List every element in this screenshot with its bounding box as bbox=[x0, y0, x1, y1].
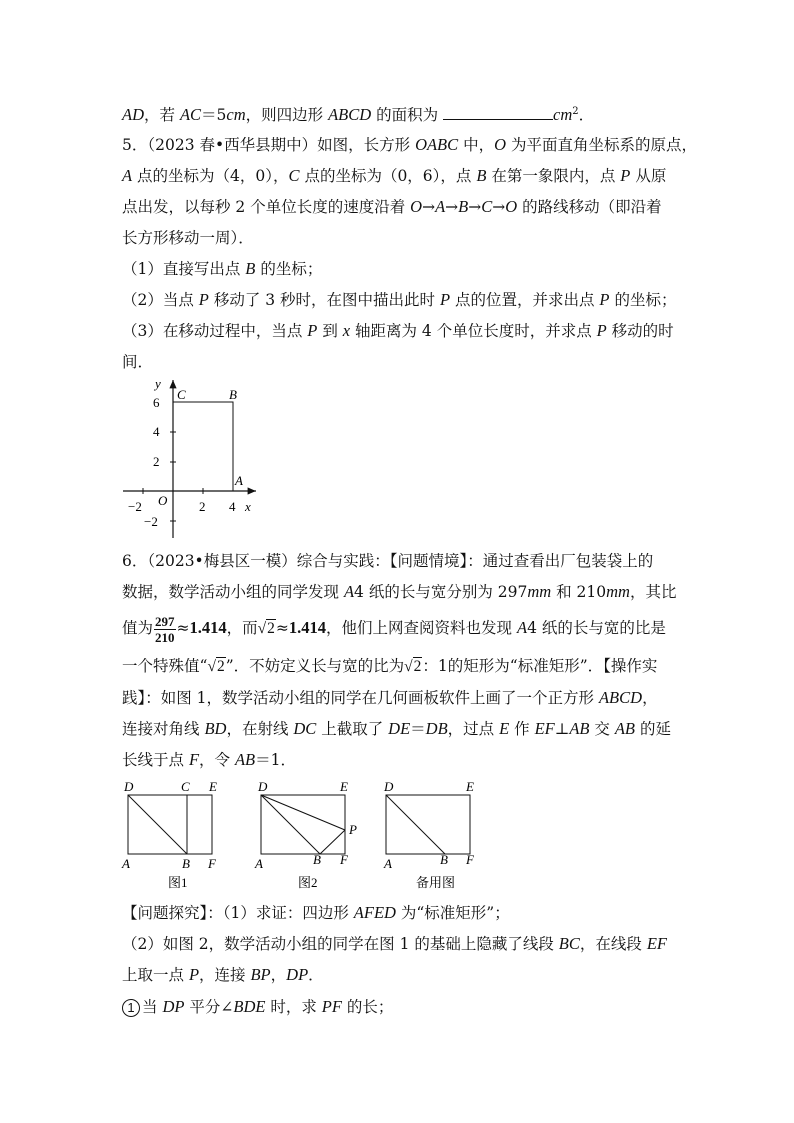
figure-2-caption: 图2 bbox=[298, 875, 318, 890]
svg-text:D: D bbox=[384, 779, 394, 794]
x-tick-minus-2: −2 bbox=[128, 499, 142, 514]
figure-2 bbox=[254, 779, 357, 890]
y-tick-6: 6 bbox=[153, 395, 160, 410]
svg-text:E: E bbox=[209, 779, 217, 794]
sqrt-2: √2 bbox=[257, 620, 275, 637]
svg-text:F: F bbox=[208, 856, 216, 871]
fragment-line-area: AD，若 AC＝5cm，则四边形 ABCD 的面积为 $cm^2$． bbox=[122, 105, 595, 125]
figure-1 bbox=[121, 779, 217, 890]
q5-part-2: （2）当点 P 移动了 3 秒时，在图中描出此时 P 点的位置，并求出点 P 的坐标； bbox=[122, 290, 677, 309]
x-tick-4: 4 bbox=[229, 499, 236, 514]
svg-text:A: A bbox=[122, 856, 130, 871]
svg-text:E: E bbox=[466, 779, 474, 794]
q5-line-8: 间． bbox=[122, 353, 154, 371]
y-tick-minus-2: −2 bbox=[144, 514, 158, 529]
svg-text:D: D bbox=[124, 779, 134, 794]
svg-text:A: A bbox=[384, 856, 392, 871]
y-tick-2: 2 bbox=[153, 454, 160, 469]
label-b: B bbox=[229, 387, 237, 402]
fraction-297-210: $\frac{297}{210}$ bbox=[155, 613, 175, 645]
q5-line-2: A 点的坐标为（4，0），C 点的坐标为（0，6），点 B 在第一象限内，点 P 从原 bbox=[122, 166, 667, 185]
rectangle-oabc bbox=[173, 402, 233, 491]
q6-line-6: 连接对角线 BD，在射线 DC 上截取了 DE＝DB，过点 E 作 EF⊥AB 交 AB 的延 bbox=[122, 719, 671, 738]
svg-text:B: B bbox=[440, 852, 448, 867]
q5-line-3: 点出发，以每秒 2 个单位长度的速度沿着 O→A→B→C→O 的路线移动（即沿着 bbox=[122, 197, 662, 216]
q6-part-1: 【问题探究】：（1）求证：四边形 AFED 为“标准矩形”； bbox=[122, 903, 510, 922]
q6-subpart-1: 1 当 DP 平分∠BDE 时，求 PF 的长； bbox=[122, 997, 393, 1017]
q6-part-2: （2）如图 2，数学活动小组的同学在图 1 的基础上隐藏了线段 BC，在线段 EF bbox=[122, 934, 667, 953]
q6-line-1: 6．（2023•梅县区一模）综合与实践：【问题情境】：通过查看出厂包装袋上的 bbox=[122, 552, 654, 570]
svg-text:B: B bbox=[313, 852, 321, 867]
answer-blank bbox=[443, 105, 553, 120]
label-o: O bbox=[158, 493, 168, 508]
svg-text:F: F bbox=[340, 852, 348, 867]
svg-text:D: D bbox=[258, 779, 268, 794]
y-axis-label: y bbox=[155, 376, 161, 391]
q6-line-5: 践】：如图 1，数学活动小组的同学在几何画板软件上画了一个正方形 ABCD， bbox=[122, 688, 658, 707]
q5-coordinate-figure bbox=[118, 372, 268, 542]
label-c: C bbox=[177, 387, 186, 402]
x-axis-label: x bbox=[245, 499, 251, 514]
svg-text:P: P bbox=[349, 822, 357, 837]
svg-text:C: C bbox=[181, 779, 190, 794]
q5-line-4: 长方形移动一周）． bbox=[122, 229, 254, 247]
q6-line-2: 数据，数学活动小组的同学发现 A4 纸的长与宽分别为 297mm 和 210mm，其比 bbox=[122, 582, 677, 601]
q6-line-4: 一个特殊值“√2”．不妨定义长与宽的比为√2：1的矩形为“标准矩形”．【操作实 bbox=[122, 657, 658, 675]
q6-figures bbox=[118, 774, 488, 894]
svg-text:A: A bbox=[255, 856, 263, 871]
svg-text:E: E bbox=[340, 779, 348, 794]
q6-line-3: 值为 $\frac{297}{210}$ ≈1.414，而√2≈1.414，他们上网查阅资料也发现 A4 纸的长与宽的比是 bbox=[122, 613, 666, 645]
figure-spare-caption: 备用图 bbox=[416, 875, 456, 890]
label-a: A bbox=[235, 473, 243, 488]
q6-part-2-cont: 上取一点 P，连接 BP，DP． bbox=[122, 965, 324, 984]
q5-part-1: （1）直接写出点 B 的坐标； bbox=[122, 259, 323, 278]
svg-text:B: B bbox=[182, 856, 190, 871]
q5-part-3: （3）在移动过程中，当点 P 到 x 轴距离为 4 个单位长度时，并求点 P 移动的时 bbox=[122, 321, 674, 340]
figure-spare bbox=[383, 779, 475, 890]
circled-number-1: 1 bbox=[122, 999, 140, 1017]
svg-text:F: F bbox=[466, 852, 474, 867]
y-tick-4: 4 bbox=[153, 424, 160, 439]
figure-1-caption: 图1 bbox=[168, 875, 188, 890]
q5-line-1: 5．（2023 春•西华县期中）如图，长方形 OABC 中，O 为平面直角坐标系的原点， bbox=[122, 135, 697, 154]
q6-line-7: 长线于点 F，令 AB＝1． bbox=[122, 750, 297, 769]
x-tick-2: 2 bbox=[199, 499, 206, 514]
